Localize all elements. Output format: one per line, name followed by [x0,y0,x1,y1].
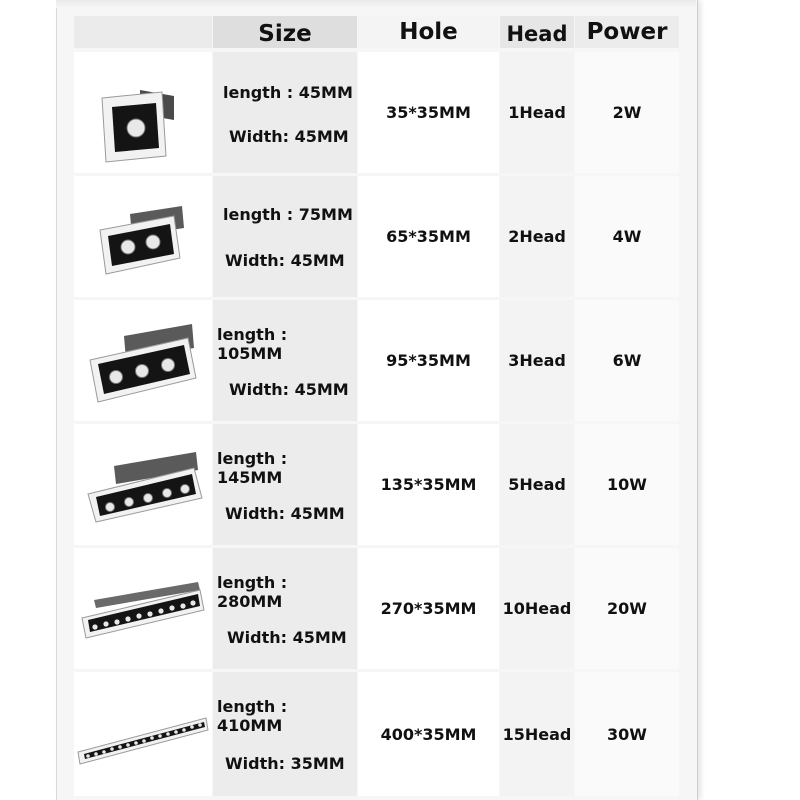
size-cell [213,52,357,173]
length-text: length : 105MM [217,324,288,363]
size-cell [213,424,357,545]
power-cell: 30W [575,672,679,796]
recessed-light-fixture-icon [74,548,212,669]
length-text: length : 145MM [217,448,288,487]
length-text: length : 280MM [217,572,288,611]
product-image-cell [74,672,212,796]
header-size: Size [213,16,357,48]
width-text: Width: 45MM [225,250,345,270]
recessed-light-fixture-icon [74,176,212,297]
width-text: Width: 45MM [229,379,349,399]
hole-cell: 400*35MM [358,672,499,796]
power-cell: 4W [575,176,679,297]
header-power: Power [575,16,679,48]
power-cell: 10W [575,424,679,545]
power-cell: 2W [575,52,679,173]
recessed-light-fixture-icon [74,672,212,796]
recessed-light-fixture-icon [74,52,212,173]
size-cell [213,672,357,796]
header-image-cell [74,16,212,48]
size-cell [213,300,357,421]
header-head: Head [500,16,574,48]
width-text: Width: 45MM [227,627,347,647]
product-image-cell [74,424,212,545]
width-text: Width: 45MM [225,503,345,523]
product-image-cell [74,300,212,421]
hole-cell: 35*35MM [358,52,499,173]
product-image-cell [74,176,212,297]
length-text: length : 75MM [223,205,353,225]
width-text: Width: 35MM [225,753,345,773]
width-text: Width: 45MM [229,127,349,147]
product-image-cell [74,52,212,173]
hole-cell: 270*35MM [358,548,499,669]
head-cell: 2Head [500,176,574,297]
length-text: length : 410MM [217,697,288,736]
head-cell: 3Head [500,300,574,421]
power-cell: 6W [575,300,679,421]
head-cell: 1Head [500,52,574,173]
power-cell: 20W [575,548,679,669]
hole-cell: 135*35MM [358,424,499,545]
head-cell: 5Head [500,424,574,545]
recessed-light-fixture-icon [74,300,212,421]
recessed-light-fixture-icon [74,424,212,545]
size-cell [213,176,357,297]
size-cell [213,548,357,669]
head-cell: 15Head [500,672,574,796]
head-cell: 10Head [500,548,574,669]
sheet-top-shade [56,0,696,8]
hole-cell: 95*35MM [358,300,499,421]
length-text: length : 45MM [223,82,353,102]
hole-cell: 65*35MM [358,176,499,297]
header-hole: Hole [358,16,499,48]
product-image-cell [74,548,212,669]
